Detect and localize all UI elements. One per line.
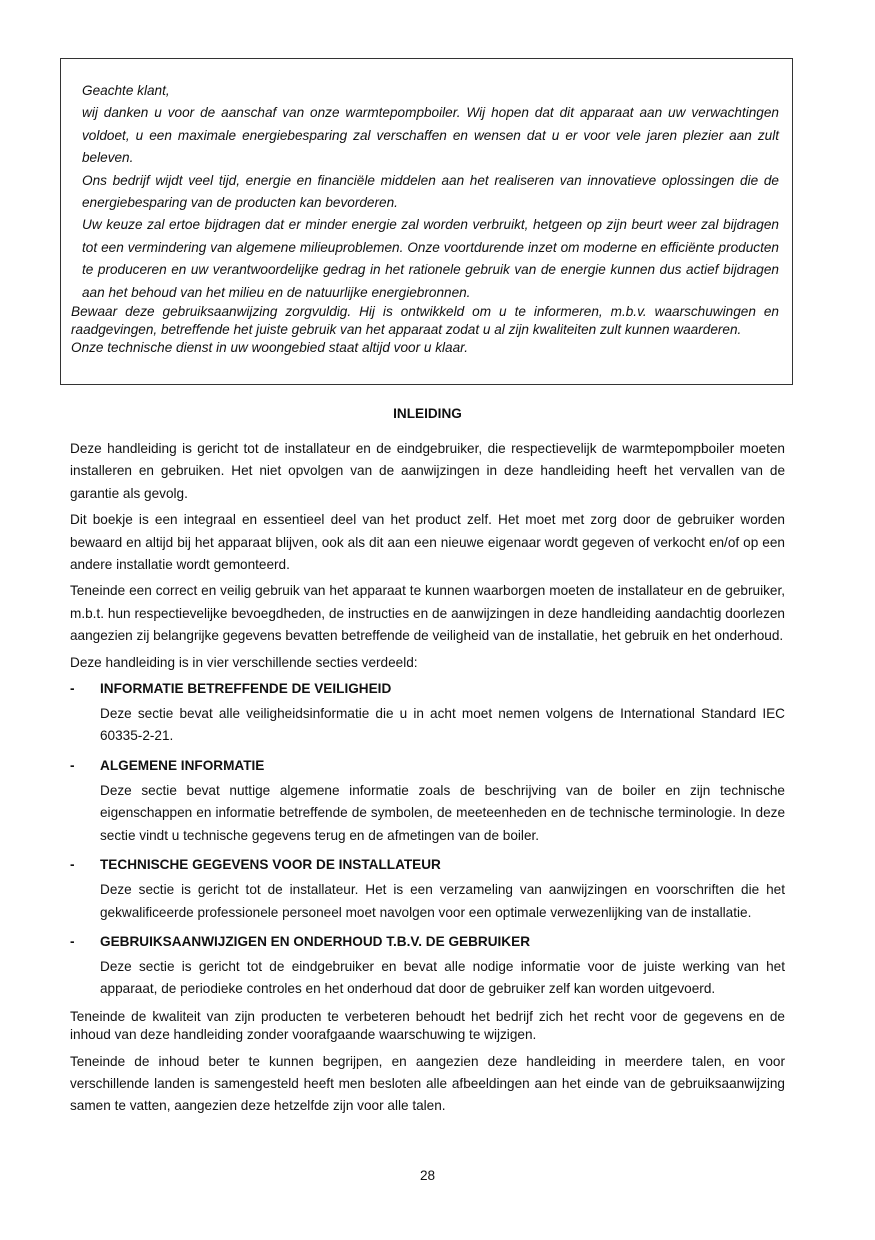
letter-greeting: Geachte klant, <box>82 83 170 98</box>
main-text <box>70 438 785 1122</box>
letter-closing-line: Onze technische dienst in uw woongebied staat altijd voor u klaar. <box>71 340 468 356</box>
list-item-title: GEBRUIKSAANWIJZIGEN EN ONDERHOUD T.B.V. DE GEBRUIKER <box>100 933 531 949</box>
section-list-item <box>70 931 785 1001</box>
list-item-description: Deze sectie is gericht tot de eindgebruiker en bevat alle nodige informatie voor de juiste werking van het apparaat, de periodieke controles en het onderhoud dat door de gebruiker zelf kan worden uitgevoerd. <box>100 958 785 997</box>
section-list-item <box>70 678 785 748</box>
list-bullet: - <box>70 757 75 773</box>
body-paragraph: Dit boekje is een integraal en essentieel deel van het product zelf. Het moet met zorg door de gebruiker worden bewaard en altijd bij het apparaat blijven, ook als dit aan een nieuwe eigenaar wordt gegeven of verkocht en/of op een andere installatie wordt gemonteerd. <box>70 512 785 573</box>
body-paragraph: Teneinde een correct en veilig gebruik van het apparaat te kunnen waarborgen moeten de installateur en de gebruiker, m.b.t. hun respectievelijke bevoegdheden, de instructies en de aanwijzingen in deze handleiding aandachtig doorlezen aangezien zij belangrijke gegevens bevatten betreffende de veiligheid van de installatie, het gebruik en het onderhoud. <box>70 583 785 644</box>
section-list-item <box>70 854 785 924</box>
body-paragraph: Deze handleiding is in vier verschillende secties verdeeld: <box>70 654 418 670</box>
list-bullet: - <box>70 933 75 949</box>
list-bullet: - <box>70 681 75 697</box>
letter-closing <box>71 303 779 358</box>
closing-paragraph: Teneinde de kwaliteit van zijn producten te verbeteren behoudt het bedrijf zich het recht voor de gegevens en de inhoud van deze handleiding zonder voorafgaande waarschuwing te wijzigen. <box>70 1008 785 1043</box>
list-item-description: Deze sectie bevat alle veiligheidsinformatie die u in acht moet nemen volgens de International Standard IEC 60335-2-21. <box>100 706 785 744</box>
letter-paragraph: Uw keuze zal ertoe bijdragen dat er minder energie zal worden verbruikt, hetgeen op zijn beurt weer zal bijdragen tot een vermindering van algemene milieuproblemen. Onze voortdurende inzet om moderne en efficiënte producten te produceren en uw verantwoordelijke gedrag in het rationele gebruik van de energie kunnen dus actief bijdragen aan het behoud van het milieu en de natuurlijke energiebronnen. <box>82 217 779 300</box>
letter-closing-line: Bewaar deze gebruiksaanwijzing zorgvuldig. Hij is ontwikkeld om u te informeren, m.b.v. waarschuwingen en raadgevingen, betreffende het juiste gebruik van het apparaat zodat u al zijn kwaliteiten zult kunnen waarderen. <box>71 304 779 338</box>
list-item-description: Deze sectie bevat nuttige algemene informatie zoals de beschrijving van de boiler en zijn technische eigenschappen en informatie betreffende de symbolen, de meeteenheden en de technische terminologie. In deze sectie vindt u technische gegevens terug en de afmetingen van de boiler. <box>100 782 785 843</box>
customer-letter-box <box>60 58 793 385</box>
list-item-title: TECHNISCHE GEGEVENS VOOR DE INSTALLATEUR <box>100 857 441 873</box>
letter-body <box>82 80 779 304</box>
letter-paragraph: wij danken u voor de aanschaf van onze warmtepompboiler. Wij hopen dat dit apparaat aan uw verwachtingen voldoet, u een maximale energiebesparing zal verschaffen en wensen dat u er voor vele jaren plezier aan zult beleven. <box>82 105 779 166</box>
list-item-description: Deze sectie is gericht tot de installateur. Het is een verzameling van aanwijzingen en voorschriften die het gekwalificeerde professionele personeel moet navolgen voor een optimale verwezenlijking van de installatie. <box>100 882 785 920</box>
page-number: 28 <box>419 1168 436 1183</box>
body-paragraph: Deze handleiding is gericht tot de installateur en de eindgebruiker, die respectievelijk de warmtepompboiler moeten installeren en gebruiken. Het niet opvolgen van de aanwijzingen in deze handleiding heeft het vervallen van de garantie als gevolg. <box>70 441 785 501</box>
list-item-title: ALGEMENE INFORMATIE <box>100 757 265 773</box>
section-heading: INLEIDING <box>393 406 462 421</box>
section-list-item <box>70 755 785 847</box>
closing-paragraph: Teneinde de inhoud beter te kunnen begrijpen, en aangezien deze handleiding in meerdere talen, en voor verschillende landen is samengesteld heeft men besloten alle afbeeldingen aan het einde van de gebruiksaanwijzing samen te vatten, aangezien deze hetzelfde zijn voor alle talen. <box>70 1053 785 1114</box>
list-item-title: INFORMATIE BETREFFENDE DE VEILIGHEID <box>100 681 392 697</box>
letter-paragraph: Ons bedrijf wijdt veel tijd, energie en financiële middelen aan het realiseren van innovatieve oplossingen die de energiebesparing van de producten kan bevorderen. <box>82 172 779 211</box>
list-bullet: - <box>70 857 75 873</box>
